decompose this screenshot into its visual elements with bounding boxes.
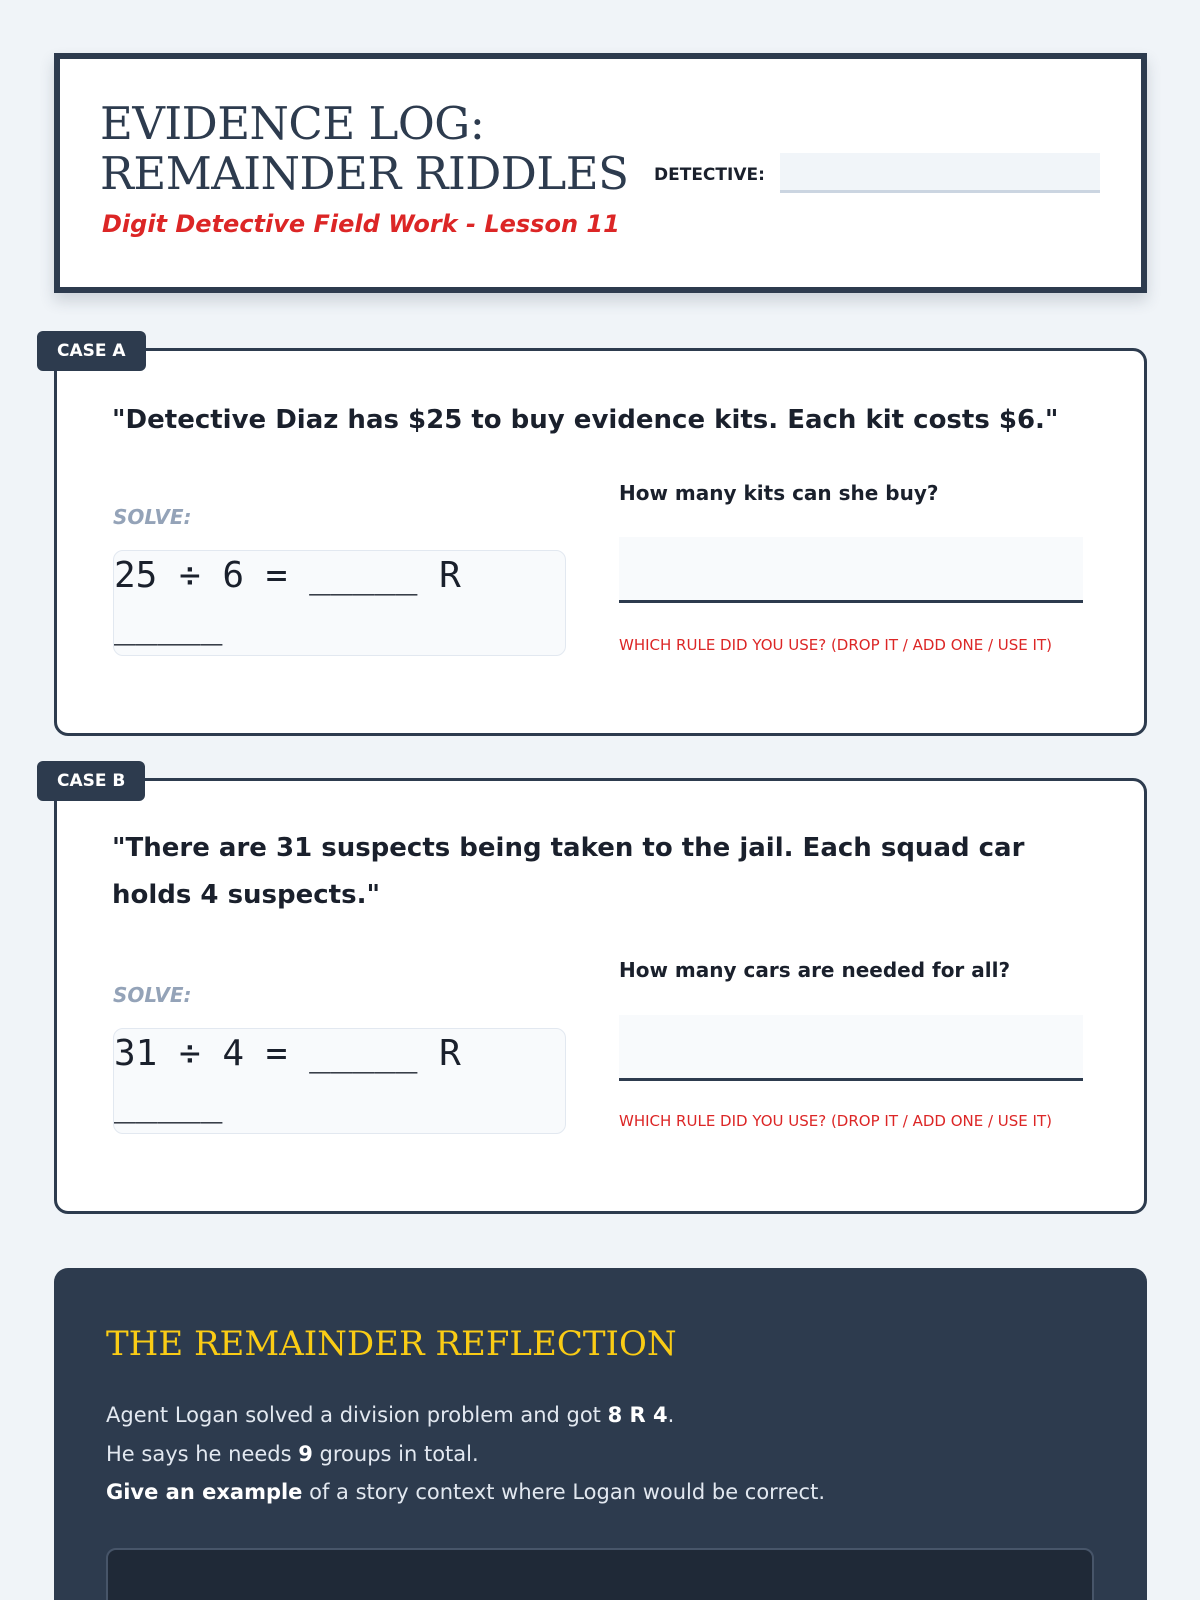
header-card: [54, 53, 1147, 293]
answer-field[interactable]: [619, 537, 1083, 603]
answer-field[interactable]: [619, 1015, 1083, 1081]
detective-name-field[interactable]: [780, 153, 1100, 193]
case-question: How many kits can she buy?: [619, 481, 939, 505]
case-card-b: [54, 778, 1147, 1214]
emphasis: 8 R 4: [607, 1403, 668, 1427]
rule-prompt: WHICH RULE DID YOU USE? (DROP IT / ADD ONE / USE IT): [619, 636, 1052, 654]
reflection-line-3: [106, 1473, 1106, 1512]
case-tag-a: CASE A: [37, 331, 146, 371]
case-tag-b: CASE B: [37, 761, 145, 801]
reflection-line-2: [106, 1435, 1106, 1474]
solve-label: SOLVE:: [113, 505, 192, 529]
text-span: He says he needs: [106, 1441, 299, 1466]
reflection-panel: [54, 1268, 1147, 1600]
equation-field[interactable]: 31 ÷ 4 = _____ R _____: [113, 1028, 566, 1134]
reflection-text: [106, 1396, 1106, 1512]
text-span: Agent Logan solved a division problem and got: [106, 1403, 608, 1427]
emphasis: Give an example: [106, 1480, 303, 1504]
rule-prompt: WHICH RULE DID YOU USE? (DROP IT / ADD ONE / USE IT): [619, 1112, 1052, 1130]
case-card-a: [54, 348, 1147, 736]
page-subtitle: Digit Detective Field Work - Lesson 11: [102, 210, 620, 238]
title-line-1: EVIDENCE LOG:: [100, 97, 485, 150]
reflection-line-1: [106, 1396, 1106, 1435]
solve-label: SOLVE:: [113, 983, 192, 1007]
reflection-title: THE REMAINDER REFLECTION: [106, 1324, 677, 1364]
title-line-2: REMAINDER RIDDLES: [100, 147, 629, 200]
case-prompt: "Detective Diaz has $25 to buy evidence kits. Each kit costs $6.": [112, 405, 1059, 435]
case-prompt: "There are 31 suspects being taken to the jail. Each squad car holds 4 suspects.": [112, 833, 1025, 910]
emphasis: 9: [298, 1441, 313, 1466]
text-span: groups in total.: [312, 1441, 479, 1466]
equation-field[interactable]: 25 ÷ 6 = _____ R _____: [113, 550, 566, 656]
case-question: How many cars are needed for all?: [619, 958, 1011, 982]
detective-label: DETECTIVE:: [654, 165, 765, 185]
text-span: of a story context where Logan would be correct.: [302, 1480, 825, 1504]
text-span: .: [667, 1403, 675, 1427]
reflection-answer-field[interactable]: [106, 1548, 1094, 1600]
page-title: [100, 99, 660, 199]
